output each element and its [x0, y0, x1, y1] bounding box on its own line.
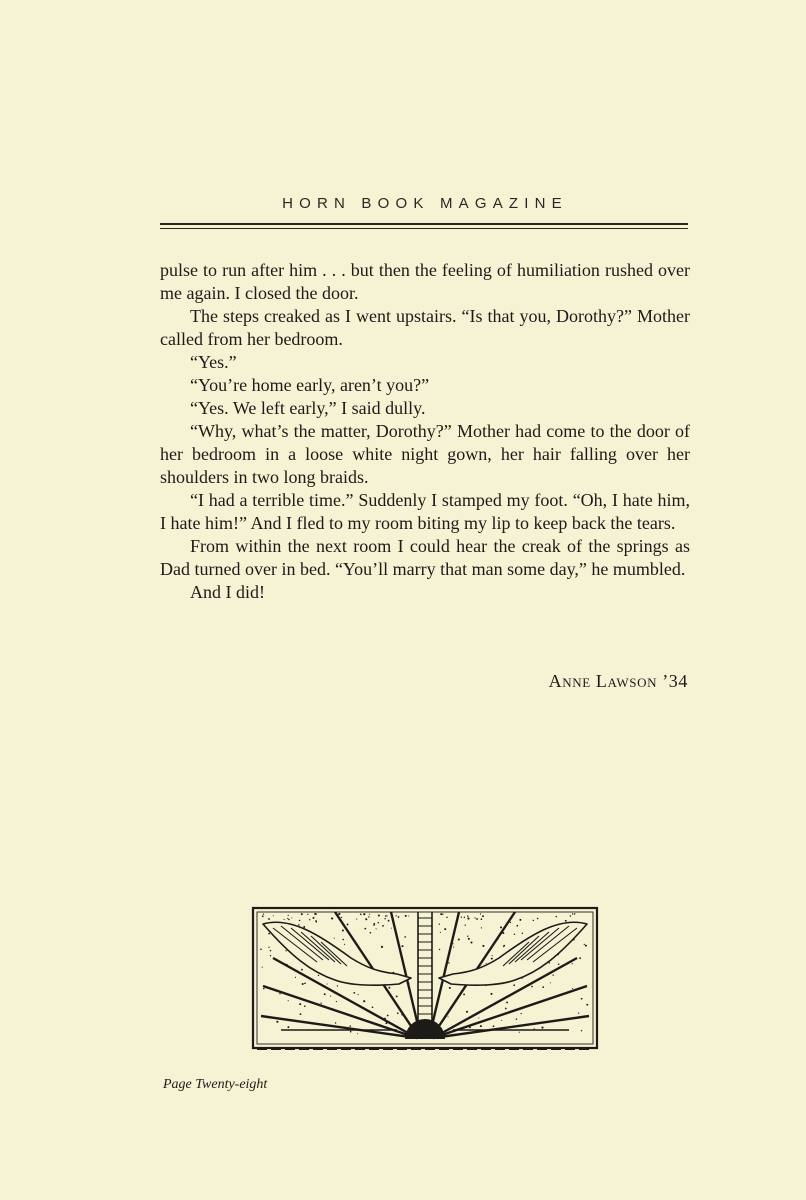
story-text: [160, 259, 690, 604]
birds-and-rising-sun-ornament-icon: [251, 906, 599, 1054]
paragraph-4: “You’re home early, aren’t you?”: [190, 375, 430, 395]
header-rule-thin: [160, 228, 688, 229]
paragraph-7: “I had a terrible time.” Suddenly I stamped my foot. “Oh, I hate him, I hate him!” And I fled to my room biting my lip to keep back the tears.: [160, 490, 690, 533]
author-signature: Anne Lawson ’34: [548, 671, 688, 691]
paragraph-6: “Why, what’s the matter, Dorothy?” Mother had come to the door of her bedroom in a loose white night gown, her hair falling over her shoulders in two long braids.: [160, 421, 690, 487]
paragraph-3: “Yes.”: [190, 352, 237, 372]
header-rule-thick: [160, 223, 688, 225]
paragraph-9: And I did!: [190, 582, 265, 602]
paragraph-5: “Yes. We left early,” I said dully.: [190, 398, 426, 418]
paragraph-1: pulse to run after him . . . but then the feeling of humiliation rushed over me again. I closed the door.: [160, 260, 690, 303]
running-title: HORN BOOK MAGAZINE: [282, 195, 568, 212]
paragraph-2: The steps creaked as I went upstairs. “Is that you, Dorothy?” Mother called from her bedroom.: [160, 306, 690, 349]
page-number: Page Twenty-eight: [163, 1077, 268, 1092]
paragraph-8: From within the next room I could hear the creak of the springs as Dad turned over in bed. “You’ll marry that man some day,” he mumbled.: [160, 536, 690, 579]
